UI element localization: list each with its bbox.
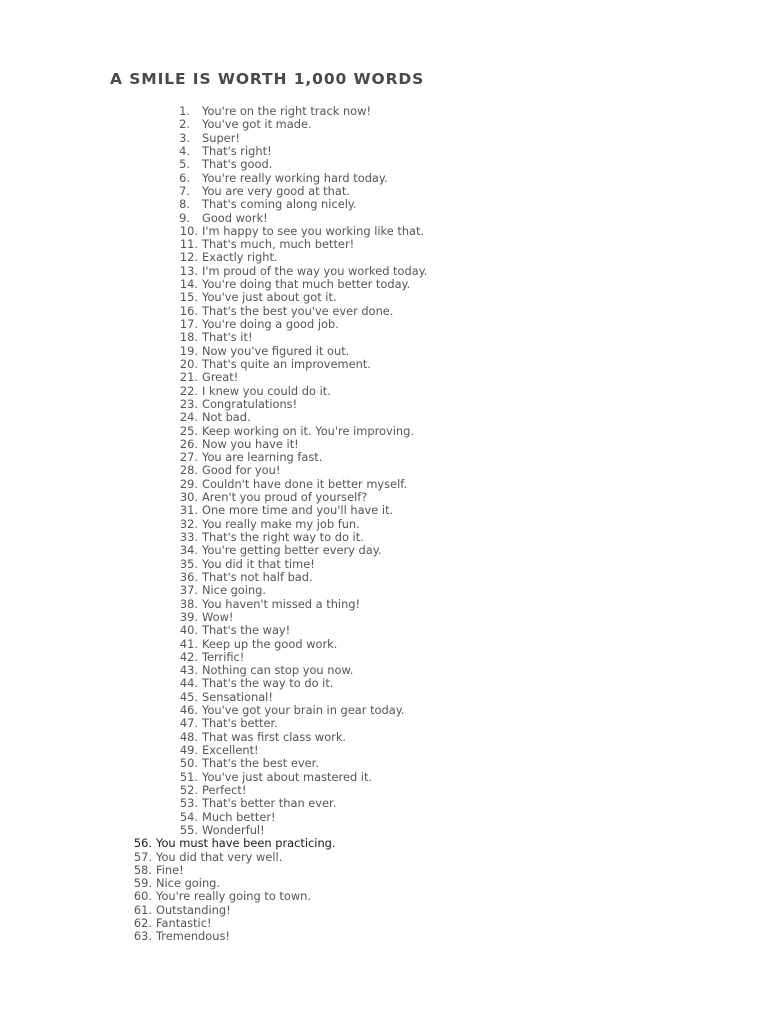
list-item-text: That's right! [202, 143, 272, 158]
list-item-text: Good work! [202, 210, 268, 225]
list-item [0, 638, 768, 651]
list-item [0, 531, 768, 544]
list-item-number: 12. [179, 250, 198, 265]
list-item-text: Great! [202, 370, 239, 385]
list-item-number: 47. [179, 716, 198, 731]
list-item-text: I'm proud of the way you worked today. [202, 263, 428, 278]
list-item-text: I'm happy to see you working like that. [202, 223, 425, 238]
list-item-text: Keep up the good work. [202, 636, 338, 651]
list-item-text: Congratulations! [202, 396, 298, 411]
list-item-number: 17. [179, 317, 198, 331]
list-item [0, 544, 768, 557]
list-item [0, 704, 768, 717]
list-item [0, 425, 768, 438]
list-item-text: You're doing that much better today. [202, 277, 411, 292]
list-item [0, 158, 768, 171]
list-item-number: 60. [133, 889, 152, 904]
list-item-text: Much better! [202, 809, 276, 824]
list-item-text: You are very good at that. [202, 183, 350, 198]
list-item-number: 24. [179, 410, 198, 425]
list-item [0, 598, 768, 611]
list-item-number: 63. [133, 929, 152, 944]
list-item-number: 55. [179, 822, 198, 837]
list-item-number: 2. [179, 117, 190, 132]
list-item-number: 42. [179, 649, 198, 664]
list-item-text: Not bad. [202, 410, 251, 425]
list-item-number: 14. [179, 277, 198, 292]
list-item-text: That's good. [202, 157, 273, 172]
list-item [0, 251, 768, 264]
list-item-text: You've got your brain in gear today. [202, 703, 405, 718]
list-item [0, 518, 768, 531]
list-item [0, 824, 768, 837]
list-item-number: 13. [179, 263, 198, 278]
page-title: A SMILE IS WORTH 1,000 WORDS [110, 70, 425, 88]
list-item-text: Terrific! [202, 649, 245, 664]
list-item [0, 930, 768, 943]
list-item [0, 904, 768, 917]
list-item-number: 36. [179, 569, 198, 584]
list-item-text: That's the best you've ever done. [202, 303, 394, 318]
list-item [0, 571, 768, 584]
list-item-text: You did it that time! [202, 556, 315, 571]
list-item-number: 6. [179, 170, 190, 185]
list-item-text: You're really working hard today. [202, 170, 388, 185]
list-item-number: 30. [179, 490, 198, 505]
list-item-text: I knew you could do it. [202, 383, 331, 398]
list-item [0, 318, 768, 331]
list-item-text: That's not half bad. [202, 569, 313, 584]
list-item [0, 145, 768, 158]
list-item-number: 52. [179, 782, 198, 797]
list-item-number: 35. [179, 556, 198, 571]
list-item-number: 44. [179, 676, 198, 691]
list-item-number: 31. [179, 503, 198, 518]
list-item [0, 118, 768, 131]
list-item-number: 21. [179, 370, 198, 385]
list-item-number: 61. [133, 902, 152, 917]
list-item [0, 291, 768, 304]
list-item-number: 1. [179, 104, 190, 118]
list-item-number: 54. [179, 809, 198, 824]
list-item-text: Nice going. [156, 876, 221, 891]
list-item [0, 371, 768, 384]
list-item-number: 29. [179, 476, 198, 491]
list-item-text: Outstanding! [156, 902, 231, 917]
list-item [0, 438, 768, 451]
list-item-text: Nice going. [202, 583, 267, 598]
list-item-number: 28. [179, 463, 198, 478]
list-item [0, 717, 768, 730]
list-item [0, 558, 768, 571]
list-item-number: 9. [179, 210, 190, 225]
list-item [0, 212, 768, 225]
list-item-text: That's much, much better! [202, 237, 355, 252]
list-item-number: 27. [179, 450, 198, 465]
list-item-text: Exactly right. [202, 250, 278, 265]
list-item-text: That's quite an improvement. [202, 356, 371, 371]
list-item-text: You've got it made. [202, 117, 312, 132]
list-item-text: You're doing a good job. [202, 317, 339, 331]
list-item [0, 651, 768, 664]
list-item [0, 624, 768, 637]
list-item-number: 46. [179, 703, 198, 718]
list-item [0, 757, 768, 770]
list-item [0, 225, 768, 238]
list-item [0, 331, 768, 344]
list-item-number: 23. [179, 396, 198, 411]
list-item [0, 265, 768, 278]
list-item-text: You've just about got it. [202, 290, 337, 305]
list-item-number: 4. [179, 143, 190, 158]
list-item-text: Wow! [202, 609, 234, 624]
list-item-text: That's coming along nicely. [202, 197, 357, 212]
list-item [0, 504, 768, 517]
list-item [0, 172, 768, 185]
list-item-text: Sensational! [202, 689, 273, 704]
list-item-number: 26. [179, 436, 198, 451]
list-item-text: That's better. [202, 716, 278, 731]
list-item-text: Perfect! [202, 782, 247, 797]
list-item [0, 890, 768, 903]
list-item [0, 132, 768, 145]
list-item [0, 345, 768, 358]
list-item-number: 62. [133, 916, 152, 931]
list-item-number: 51. [179, 769, 198, 784]
list-item [0, 491, 768, 504]
list-item-number: 56. [133, 836, 152, 851]
list-item-text: That's better than ever. [202, 796, 337, 811]
list-item [0, 677, 768, 690]
list-item-text: Aren't you proud of yourself? [202, 490, 368, 505]
list-item [0, 185, 768, 198]
list-item-text: You're really going to town. [156, 889, 312, 904]
list-item [0, 105, 768, 118]
list-item-number: 25. [179, 423, 198, 438]
list-item-number: 34. [179, 543, 198, 558]
list-item-number: 18. [179, 330, 198, 345]
list-item-number: 48. [179, 729, 198, 744]
list-item-number: 57. [133, 849, 152, 864]
list-item-number: 40. [179, 623, 198, 638]
list-item-number: 43. [179, 663, 198, 678]
list-item-number: 20. [179, 356, 198, 371]
list-item-number: 41. [179, 636, 198, 651]
list-item-text: You really make my job fun. [202, 516, 360, 531]
list-item [0, 864, 768, 877]
list-item [0, 771, 768, 784]
list-item-number: 10. [179, 223, 198, 238]
list-item-text: That's it! [202, 330, 253, 345]
list-item-number: 19. [179, 343, 198, 358]
list-item-text: That's the way! [202, 623, 291, 638]
list-item-number: 15. [179, 290, 198, 305]
list-item-text: Good for you! [202, 463, 281, 478]
list-item-number: 16. [179, 303, 198, 318]
list-item [0, 198, 768, 211]
list-item-text: Excellent! [202, 743, 259, 757]
list-item-number: 59. [133, 876, 152, 891]
list-item-text: Keep working on it. You're improving. [202, 423, 414, 438]
list-item-number: 33. [179, 530, 198, 544]
list-item [0, 917, 768, 930]
list-item [0, 478, 768, 491]
list-item [0, 305, 768, 318]
list-item [0, 664, 768, 677]
list-item [0, 811, 768, 824]
list-item [0, 278, 768, 291]
list-item-text: You're on the right track now! [202, 104, 372, 118]
list-item-number: 22. [179, 383, 198, 398]
list-item [0, 451, 768, 464]
list-item-text: Couldn't have done it better myself. [202, 476, 408, 491]
list-item [0, 744, 768, 757]
list-item [0, 731, 768, 744]
list-item [0, 877, 768, 890]
list-item [0, 797, 768, 810]
list-item-text: That's the right way to do it. [202, 530, 364, 544]
list-item [0, 358, 768, 371]
list-item-number: 5. [179, 157, 190, 172]
list-item [0, 784, 768, 797]
list-item [0, 464, 768, 477]
list-item [0, 411, 768, 424]
list-item-number: 53. [179, 796, 198, 811]
list-item-number: 7. [179, 183, 190, 198]
list-item-text: Wonderful! [202, 822, 265, 837]
list-item-text: You are learning fast. [202, 450, 323, 465]
list-item-text: That's the way to do it. [202, 676, 334, 691]
list-item-text: You must have been practicing. [156, 836, 336, 851]
list-item [0, 238, 768, 251]
list-item-text: Now you've figured it out. [202, 343, 350, 358]
list-item-text: You did that very well. [156, 849, 283, 864]
list-item-number: 37. [179, 583, 198, 598]
list-item-text: Super! [202, 130, 240, 145]
list-item-text: One more time and you'll have it. [202, 503, 394, 518]
list-item [0, 584, 768, 597]
list-item-text: Tremendous! [156, 929, 230, 944]
list-item-number: 50. [179, 756, 198, 771]
list-item-text: You're getting better every day. [202, 543, 382, 558]
list-item-text: Fine! [156, 862, 184, 877]
list-item-number: 8. [179, 197, 190, 212]
list-item [0, 691, 768, 704]
list-item [0, 398, 768, 411]
list-item-text: Fantastic! [156, 916, 212, 931]
list-item-number: 49. [179, 743, 198, 757]
list-item [0, 851, 768, 864]
list-item-text: That was first class work. [202, 729, 347, 744]
list-item-text: Now you have it! [202, 436, 299, 451]
list-item-number: 3. [179, 130, 190, 145]
list-item-text: That's the best ever. [202, 756, 319, 771]
list-item-number: 39. [179, 609, 198, 624]
list-item [0, 385, 768, 398]
praise-list [0, 105, 768, 944]
list-item-number: 11. [179, 237, 198, 252]
list-item-number: 45. [179, 689, 198, 704]
list-item-number: 38. [179, 596, 198, 611]
list-item-number: 32. [179, 516, 198, 531]
list-item-text: Nothing can stop you now. [202, 663, 354, 678]
list-item-number: 58. [133, 862, 152, 877]
list-item-text: You've just about mastered it. [202, 769, 373, 784]
list-item [0, 837, 768, 850]
list-item [0, 611, 768, 624]
list-item-text: You haven't missed a thing! [202, 596, 361, 611]
